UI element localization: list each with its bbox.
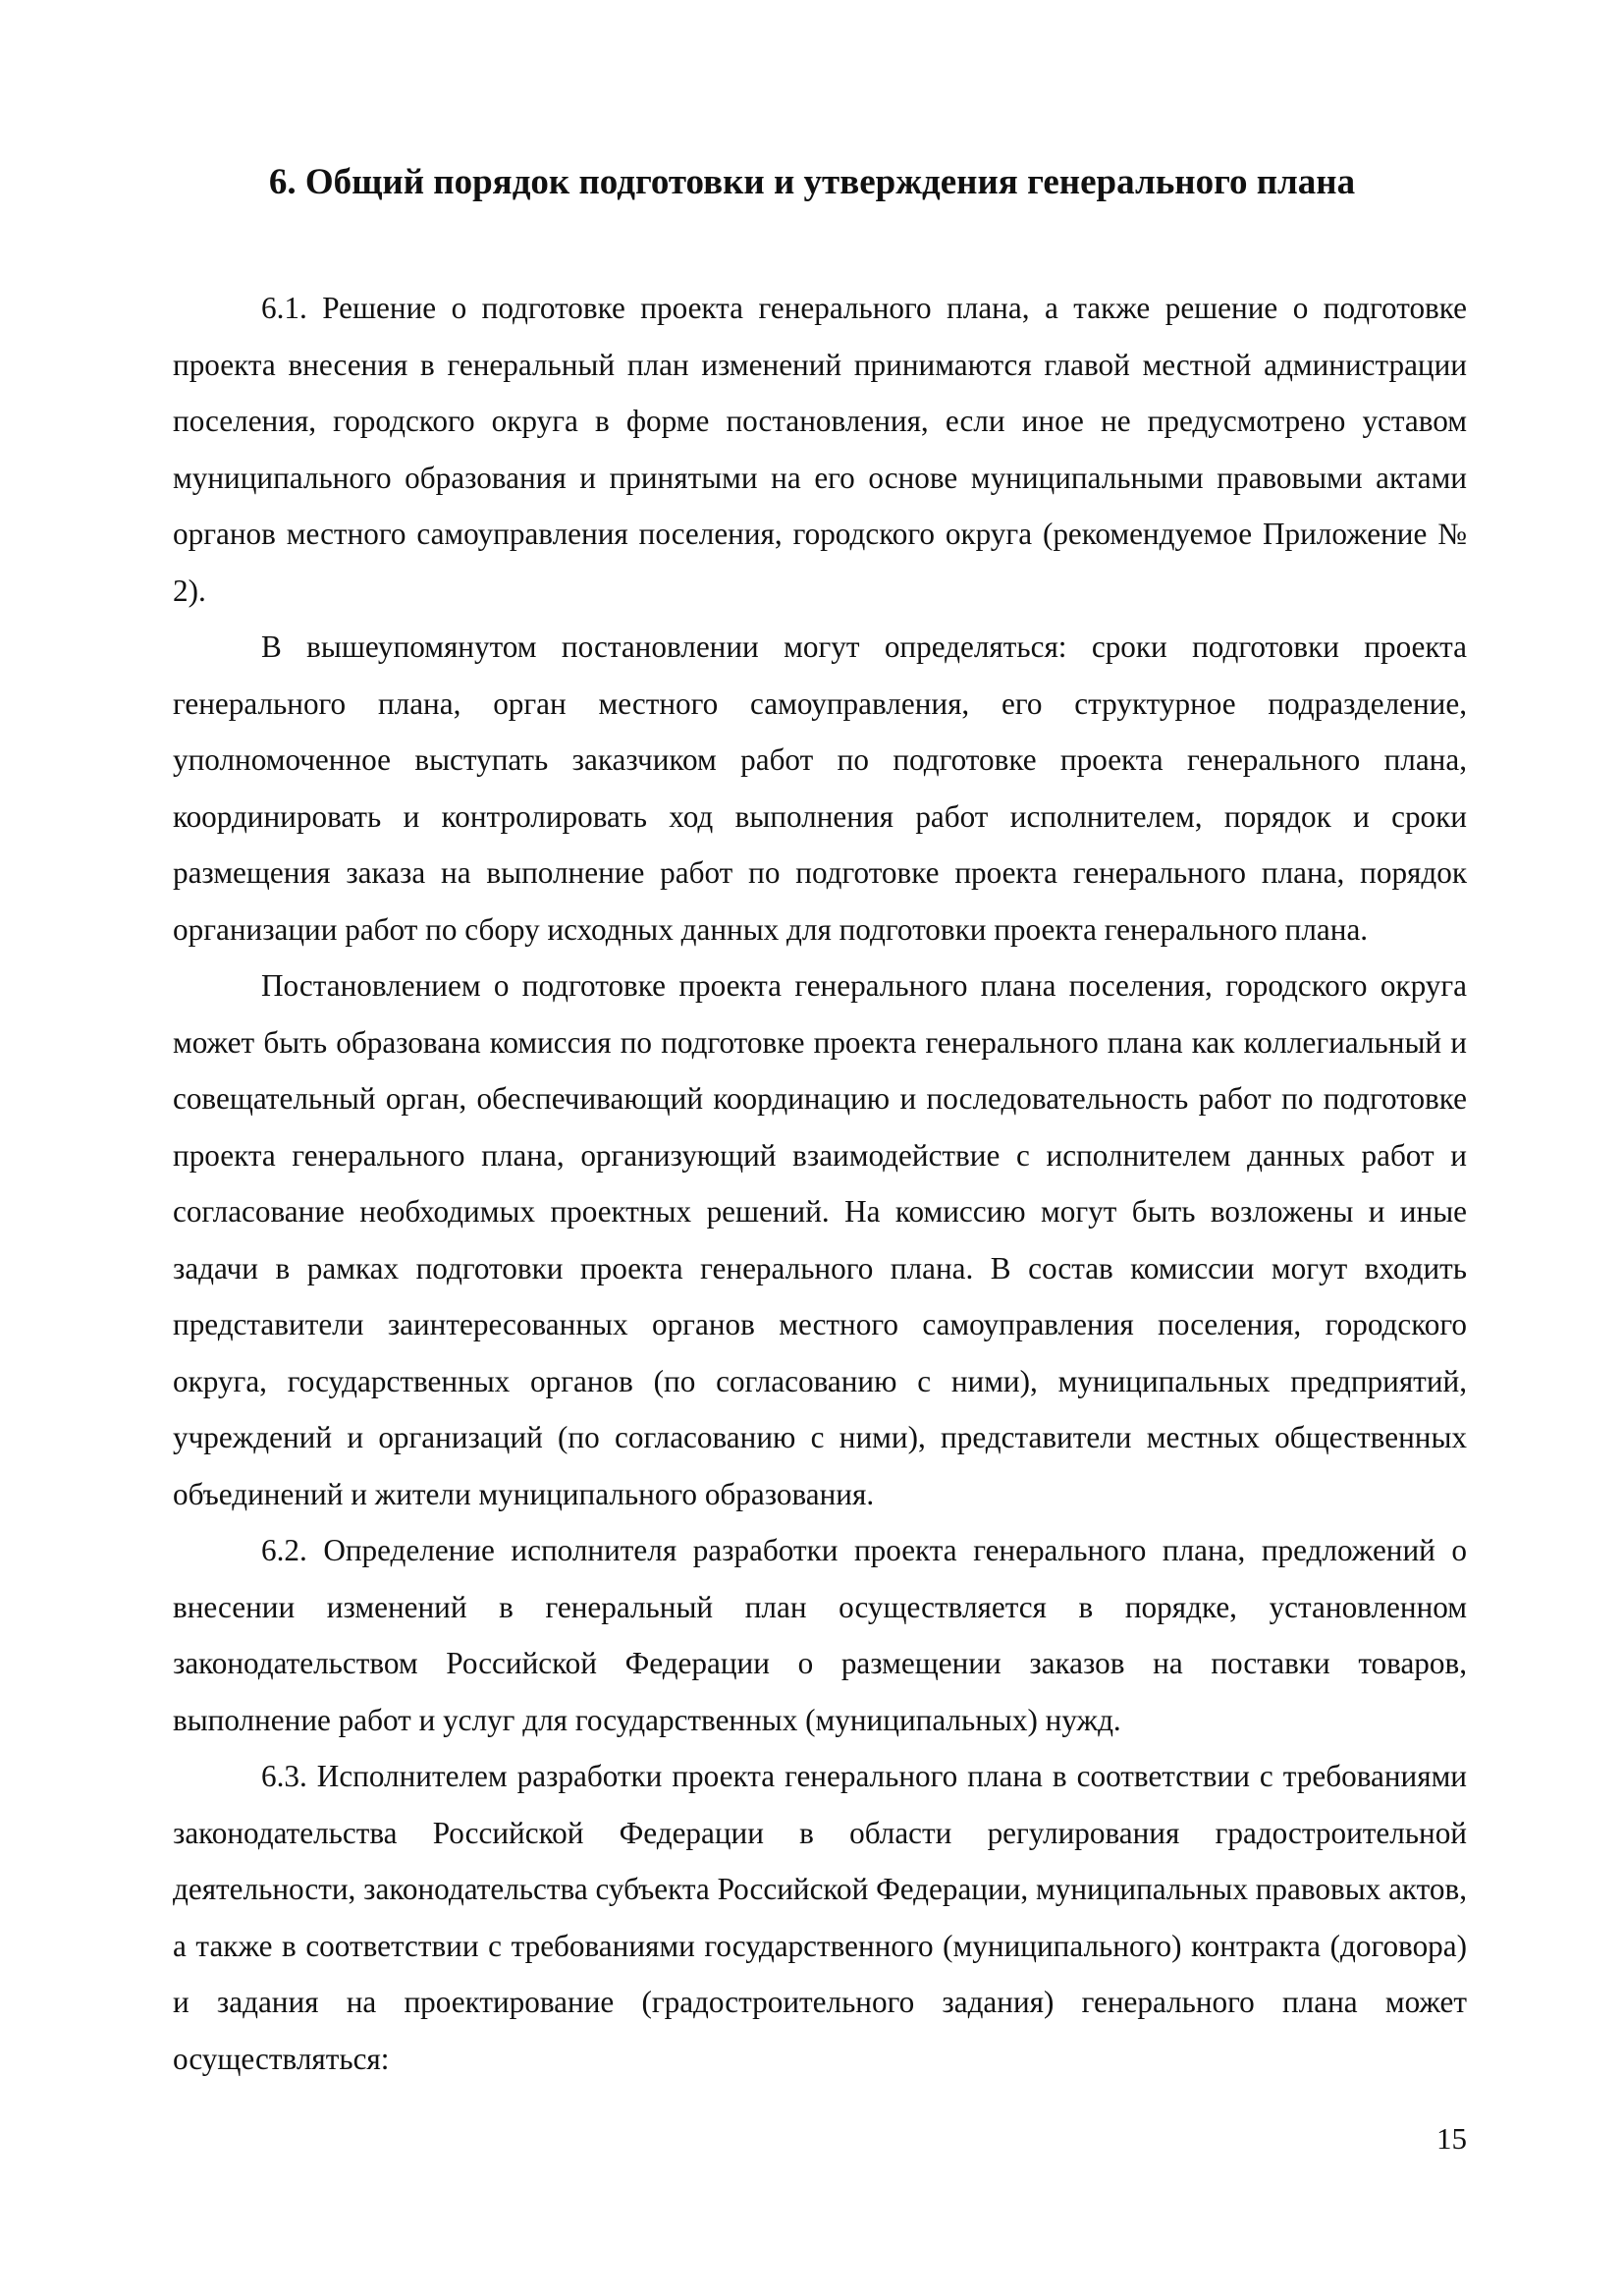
paragraph-6-2: 6.2. Определение исполнителя разработки проекта генерального плана, предложений о внесении изменений в генеральный план осуществляется в порядке, установленном законодательством Российской Федерации о размещении заказов на поставки товаров, выполнение работ и услуг для государственных (муниципальных) нужд.: [173, 1533, 1467, 1737]
paragraph-commission: Постановлением о подготовке проекта генерального плана поселения, городского округа может быть образована комиссия по подготовке проекта генерального плана как коллегиальный и совещательный орган, обеспечивающий координацию и последовательность работ по подготовке проекта генерального плана, организующий взаимодействие с исполнителем данных работ и согласование необходимых проектных решений. На комиссию могут быть возложены и иные задачи в рамках подготовки проекта генерального плана. В состав комиссии могут входить представители заинтересованных органов местного самоуправления поселения, городского округа, государственных органов (по согласованию с ними), муниципальных предприятий, учреждений и организаций (по согласованию с ними), представители местных общественных объединений и жители муниципального образования.: [173, 968, 1467, 1511]
document-body: [173, 280, 1467, 2087]
page-number: 15: [1436, 2121, 1467, 2156]
paragraph-6-3: 6.3. Исполнителем разработки проекта генерального плана в соответствии с требованиями законодательства Российской Федерации в области регулирования градостроительной деятельности, законодательства субъекта Российской Федерации, муниципальных правовых актов, а также в соответствии с требованиями государственного (муниципального) контракта (договора) и задания на проектирование (градостроительного задания) генерального плана может осуществляться:: [173, 1759, 1467, 2076]
section-heading: 6. Общий порядок подготовки и утверждения генерального плана: [268, 162, 1356, 202]
paragraph-6-1: 6.1. Решение о подготовке проекта генерального плана, а также решение о подготовке проекта внесения в генеральный план изменений принимаются главой местной администрации поселения, городского округа в форме постановления, если иное не предусмотрено уставом муниципального образования и принятыми на его основе муниципальными правовыми актами органов местного самоуправления поселения, городского округа (рекомендуемое Приложение № 2).: [173, 291, 1467, 608]
paragraph-resolution-details: В вышеупомянутом постановлении могут определяться: сроки подготовки проекта генерального плана, орган местного самоуправления, его структурное подразделение, уполномоченное выступать заказчиком работ по подготовке проекта генерального плана, координировать и контролировать ход выполнения работ исполнителем, порядок и сроки размещения заказа на выполнение работ по подготовке проекта генерального плана, порядок организации работ по сбору исходных данных для подготовки проекта генерального плана.: [173, 629, 1467, 947]
